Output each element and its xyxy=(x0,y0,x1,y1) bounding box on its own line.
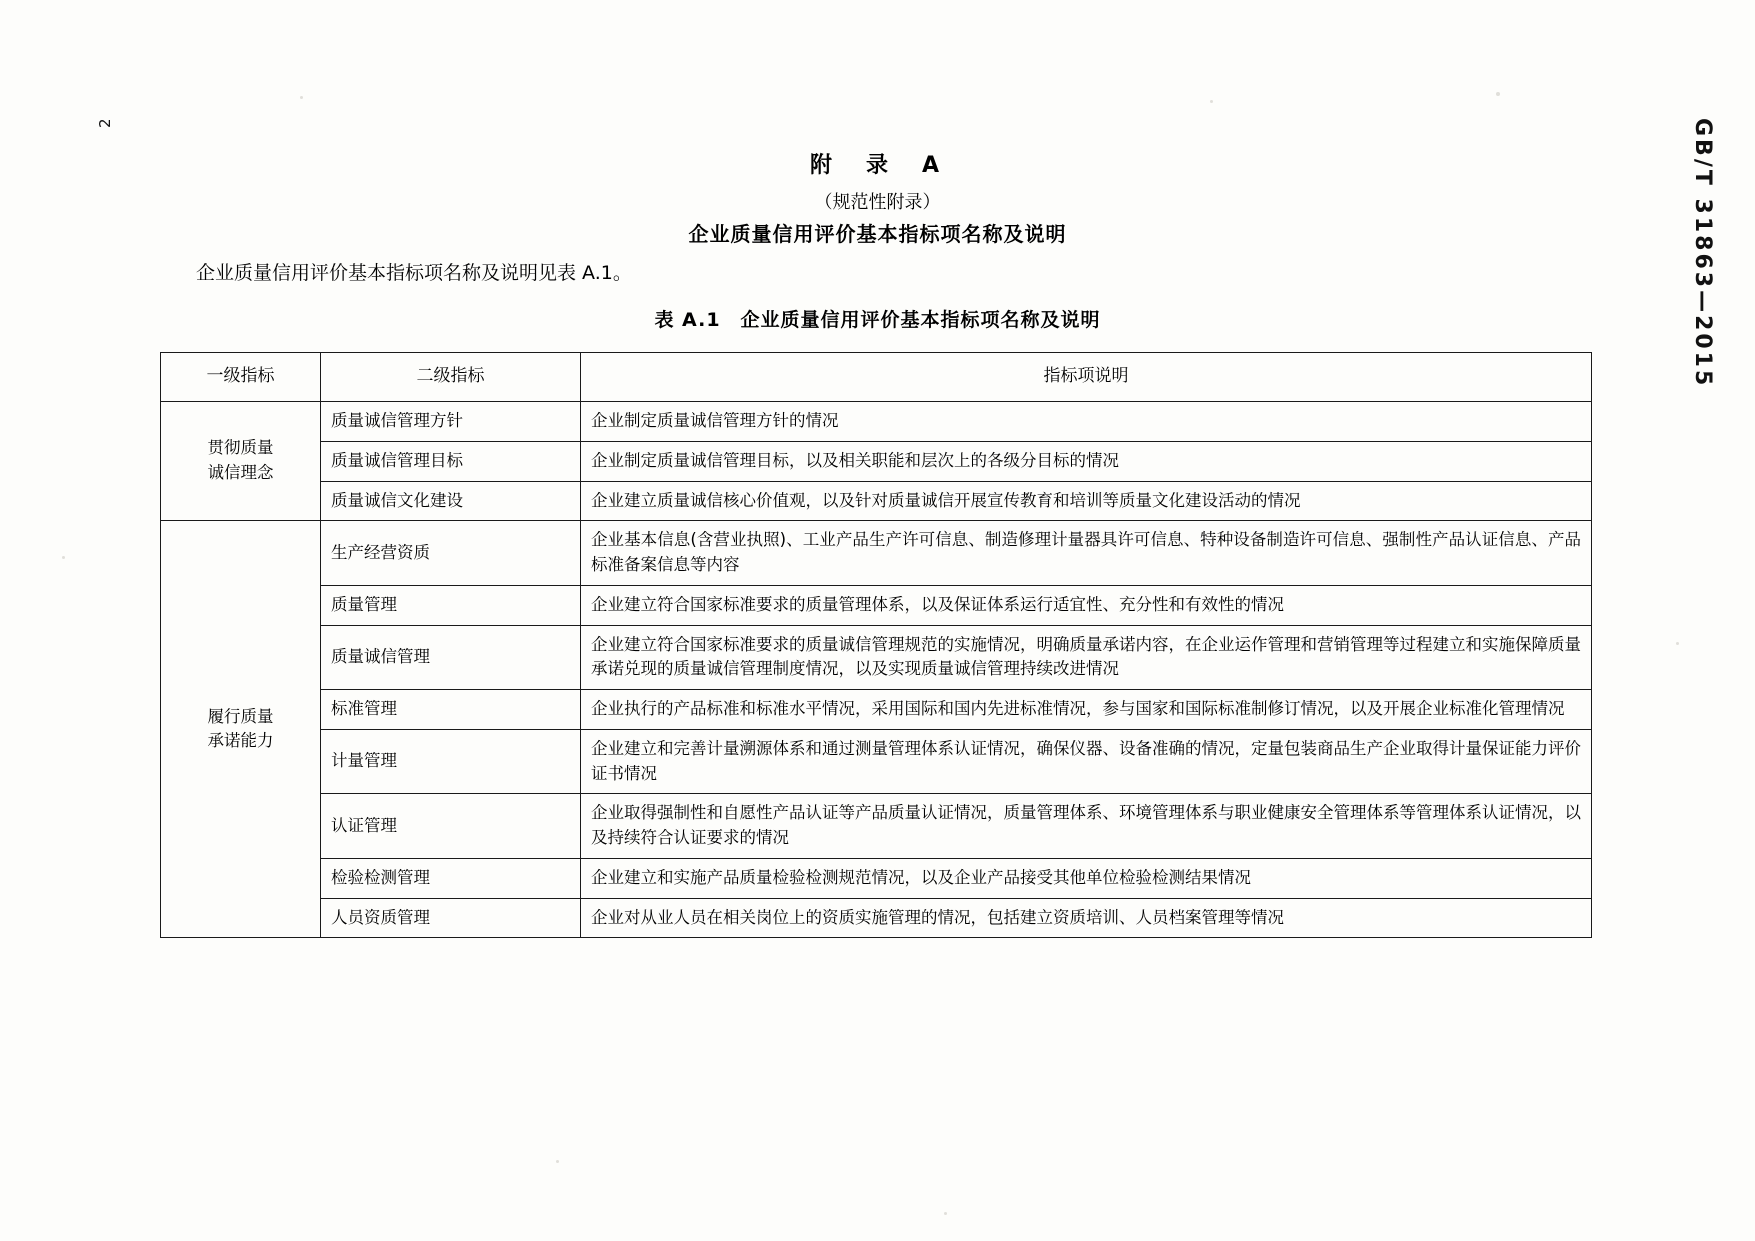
table-row xyxy=(161,402,1592,442)
table-row xyxy=(161,585,1592,625)
column-header-description: 指标项说明 xyxy=(581,353,1592,402)
indicator-description-cell: 企业建立符合国家标准要求的质量诚信管理规范的实施情况，明确质量承诺内容，在企业运作管理和营销管理等过程建立和实施保障质量承诺兑现的质量诚信管理制度情况，以及实现质量诚信管理持续改进情况 xyxy=(581,625,1592,690)
level2-indicator-cell: 认证管理 xyxy=(321,794,581,859)
column-header-level1: 一级指标 xyxy=(161,353,321,402)
level2-indicator-cell: 质量诚信文化建设 xyxy=(321,481,581,521)
table-row xyxy=(161,898,1592,938)
page-number: 2 xyxy=(96,117,114,128)
level2-indicator-cell: 质量诚信管理方针 xyxy=(321,402,581,442)
table-row xyxy=(161,858,1592,898)
indicator-description-cell: 企业制定质量诚信管理目标，以及相关职能和层次上的各级分目标的情况 xyxy=(581,441,1592,481)
level2-indicator-cell: 计量管理 xyxy=(321,729,581,794)
level1-indicator-cell: 履行质量 承诺能力 xyxy=(161,521,321,938)
annex-title: 附 录 A xyxy=(809,153,946,178)
indicator-description-cell: 企业取得强制性和自愿性产品认证等产品质量认证情况，质量管理体系、环境管理体系与职业健康安全管理体系等管理体系认证情况，以及持续符合认证要求的情况 xyxy=(581,794,1592,859)
level2-indicator-cell: 人员资质管理 xyxy=(321,898,581,938)
table-row xyxy=(161,625,1592,690)
standard-code: GB/T 31863—2015 xyxy=(1690,118,1715,389)
indicator-description-cell: 企业制定质量诚信管理方针的情况 xyxy=(581,402,1592,442)
level2-indicator-cell: 质量诚信管理 xyxy=(321,625,581,690)
annex-name: 企业质量信用评价基本指标项名称及说明 xyxy=(688,222,1067,246)
indicator-description-cell: 企业基本信息(含营业执照)、工业产品生产许可信息、制造修理计量器具许可信息、特种设备制造许可信息、强制性产品认证信息、产品标准备案信息等内容 xyxy=(581,521,1592,586)
lead-paragraph: 企业质量信用评价基本指标项名称及说明见表 A.1。 xyxy=(196,262,632,284)
table-row xyxy=(161,481,1592,521)
indicator-description-cell: 企业对从业人员在相关岗位上的资质实施管理的情况，包括建立资质培训、人员档案管理等情况 xyxy=(581,898,1592,938)
level2-indicator-cell: 质量管理 xyxy=(321,585,581,625)
indicator-description-cell: 企业建立和实施产品质量检验检测规范情况，以及企业产品接受其他单位检验检测结果情况 xyxy=(581,858,1592,898)
table-body xyxy=(161,402,1592,938)
table-caption: 表 A.1 企业质量信用评价基本指标项名称及说明 xyxy=(654,309,1101,331)
column-header-level2: 二级指标 xyxy=(321,353,581,402)
table-header-row xyxy=(161,353,1592,402)
indicator-description-cell: 企业建立质量诚信核心价值观，以及针对质量诚信开展宣传教育和培训等质量文化建设活动的情况 xyxy=(581,481,1592,521)
table-row xyxy=(161,521,1592,586)
indicator-description-cell: 企业建立和完善计量溯源体系和通过测量管理体系认证情况，确保仪器、设备准确的情况，定量包装商品生产企业取得计量保证能力评价证书情况 xyxy=(581,729,1592,794)
table-row xyxy=(161,794,1592,859)
level1-indicator-cell: 贯彻质量 诚信理念 xyxy=(161,402,321,521)
indicators-table-wrapper xyxy=(160,352,1592,938)
indicators-table xyxy=(160,352,1592,938)
table-row xyxy=(161,690,1592,730)
table-row xyxy=(161,729,1592,794)
table-row xyxy=(161,441,1592,481)
indicator-description-cell: 企业建立符合国家标准要求的质量管理体系，以及保证体系运行适宜性、充分性和有效性的情况 xyxy=(581,585,1592,625)
annex-subtitle: （规范性附录） xyxy=(814,192,941,213)
level2-indicator-cell: 质量诚信管理目标 xyxy=(321,441,581,481)
level2-indicator-cell: 标准管理 xyxy=(321,690,581,730)
table-header xyxy=(161,353,1592,402)
level2-indicator-cell: 生产经营资质 xyxy=(321,521,581,586)
level2-indicator-cell: 检验检测管理 xyxy=(321,858,581,898)
indicator-description-cell: 企业执行的产品标准和标准水平情况，采用国际和国内先进标准情况，参与国家和国际标准制修订情况，以及开展企业标准化管理情况 xyxy=(581,690,1592,730)
